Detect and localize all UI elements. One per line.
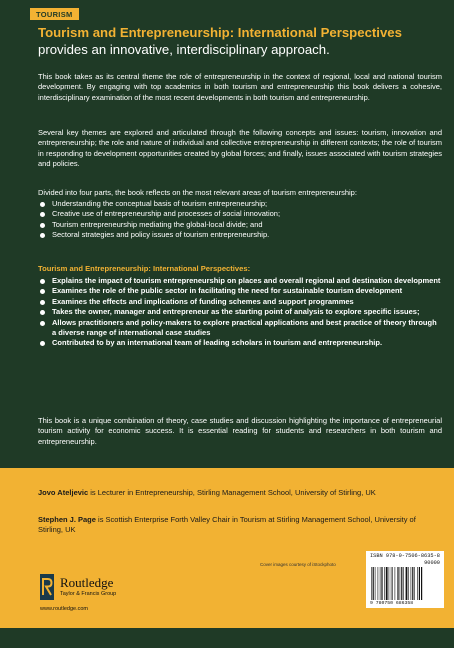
description-paragraph-1: This book takes as its central theme the role of entrepreneurship in the context of regional, local and national tourism development. By engaging with top academics in both tourism and entrepreneurship this book delivers a cohesive, interdisciplinary examination of the most recent developments in both tourism and entrepreneurship. [38, 72, 442, 102]
routledge-r-icon [40, 574, 54, 600]
bullet-icon [40, 202, 45, 207]
list-item: Examines the effects and implications of funding schemes and support programmes [38, 297, 442, 307]
bullet-icon [40, 223, 45, 228]
publisher-name: Routledge [60, 575, 114, 590]
bullet-icon [40, 279, 45, 284]
author-bio-1 [38, 488, 442, 498]
author-desc: is Lecturer in Entrepreneurship, Stirling Management School, University of Stirling, UK [88, 488, 376, 497]
list-item: Creative use of entrepreneurship and processes of social innovation; [38, 209, 442, 219]
features-list [38, 276, 442, 349]
headline-rest: provides an innovative, interdisciplinary approach. [38, 42, 330, 57]
list-item: Takes the owner, manager and entrepreneur as the starting point of analysis to explore specific issues; [38, 307, 442, 317]
description-paragraph-3: Divided into four parts, the book reflects on the most relevant areas of tourism entrepreneurship: [38, 188, 357, 197]
bullet-icon [40, 341, 45, 346]
list-item: Explains the impact of tourism entrepreneurship on places and overall regional and destination development [38, 276, 442, 286]
price-code: 90000 [424, 560, 440, 566]
publisher-url: www.routledge.com [40, 606, 88, 612]
list-item: Contributed to by an international team of leading scholars in tourism and entrepreneurship. [38, 338, 442, 348]
bullet-icon [40, 310, 45, 315]
footer-strip [0, 628, 454, 648]
author-panel [0, 468, 454, 628]
description-paragraph-2: Several key themes are explored and articulated through the following concepts and issues: tourism, innovation and entrepreneurship; the role and nature of individual and collective entrepreneurship in different contexts; the role of tourism in responding to development opportunities created by global forces; and finally, issues associated with tourism strategies and policies. [38, 128, 442, 169]
author-name: Jovo Ateljevic [38, 488, 89, 497]
bullet-icon [40, 300, 45, 305]
list-item: Understanding the conceptual basis of tourism entrepreneurship; [38, 199, 442, 209]
bullet-icon [40, 212, 45, 217]
author-bio-2 [38, 515, 442, 536]
isbn-label: ISBN 978-0-7506-8635-8 [370, 553, 440, 559]
bullet-icon [40, 289, 45, 294]
barcode [366, 551, 444, 608]
author-name: Stephen J. Page [38, 515, 96, 524]
cover-credit: Cover images courtesy of iStockphoto [260, 562, 336, 567]
features-heading: Tourism and Entrepreneurship: International Perspectives: [38, 264, 251, 273]
headline [38, 24, 438, 58]
list-item: Sectoral strategies and policy issues of tourism entrepreneurship. [38, 230, 442, 240]
author-desc: is Scottish Enterprise Forth Valley Chair in Tourism at Stirling Management School, University of Stirling, UK [38, 515, 416, 535]
description-paragraph-4: This book is a unique combination of theory, case studies and discussion highlighting the importance of entrepreneurial tourism activity for economic success. It is essential reading for students and researchers in both tourism and entrepreneurship. [38, 416, 442, 446]
themes-list [38, 199, 442, 241]
publisher-subtitle: Taylor & Francis Group [60, 591, 117, 597]
list-item: Examines the role of the public sector in facilitating the need for sustainable tourism development [38, 286, 442, 296]
bullet-icon [40, 321, 45, 326]
list-item: Tourism entrepreneurship mediating the global-local divide; and [38, 220, 442, 230]
barcode-bars [370, 567, 440, 600]
category-tag: TOURISM [30, 8, 79, 20]
headline-title: Tourism and Entrepreneurship: International Perspectives [38, 25, 402, 40]
barcode-number: 9 780750 686358 [370, 601, 414, 606]
bullet-icon [40, 233, 45, 238]
list-item: Allows practitioners and policy-makers to explore practical applications and best practice of theory through a diverse range of international case studies [38, 318, 442, 339]
